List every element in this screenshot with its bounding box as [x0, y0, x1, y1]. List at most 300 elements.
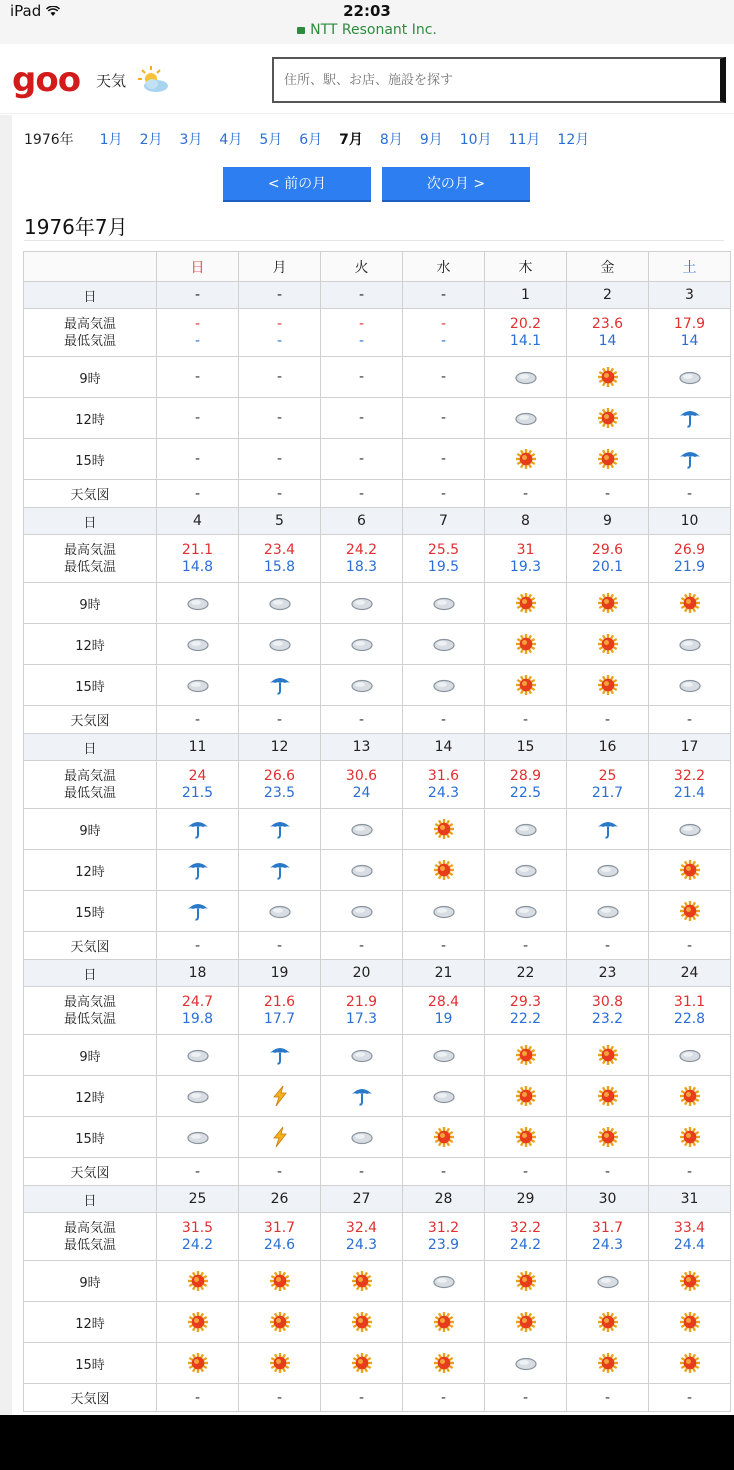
weather-cell	[485, 1076, 567, 1117]
weather-chart-cell	[649, 706, 731, 734]
weather-cell	[157, 1343, 239, 1384]
weather-cell	[321, 850, 403, 891]
row-label-h15: 15時	[24, 665, 157, 706]
weather-cell	[649, 1035, 731, 1076]
day-number-row	[24, 960, 731, 987]
no-data: -	[358, 410, 365, 426]
rain-icon	[595, 821, 621, 837]
weather-cell	[403, 583, 485, 624]
hour-12-row	[24, 624, 731, 665]
label-high-temp: 最高気温	[63, 542, 116, 558]
weather-cell	[567, 850, 649, 891]
weather-cell	[649, 1117, 731, 1158]
row-label-chart: 天気図	[24, 1384, 157, 1412]
low-temp: 24.3	[591, 1236, 624, 1253]
hour-15-row	[24, 1117, 731, 1158]
row-label-temperature	[24, 535, 157, 583]
sun-icon	[595, 1314, 621, 1330]
temperature-cell	[403, 1213, 485, 1261]
high-temp: 30.8	[591, 993, 624, 1010]
temperature-row	[24, 309, 731, 357]
temperature-cell	[567, 987, 649, 1035]
high-temp: 21.1	[181, 541, 214, 558]
hour-9-row	[24, 583, 731, 624]
weather-cell	[567, 809, 649, 850]
site-owner-label: NTT Resonant Inc.	[310, 22, 437, 38]
weather-cell	[567, 357, 649, 398]
weather-cell	[239, 398, 321, 439]
day-number-cell: 4	[157, 508, 239, 535]
weather-chart-cell	[239, 480, 321, 508]
title-divider	[24, 240, 724, 241]
month-link-11[interactable]: 11月	[508, 132, 541, 148]
sun-icon	[595, 410, 621, 426]
cloud-icon	[185, 636, 211, 652]
weather-chart-cell	[321, 480, 403, 508]
weather-chart-row	[24, 1158, 731, 1186]
high-temp: 24.2	[345, 541, 378, 558]
rain-icon	[185, 821, 211, 837]
weather-cell	[157, 357, 239, 398]
low-temp: 17.3	[345, 1010, 378, 1027]
cloud-icon	[431, 1088, 457, 1104]
weather-chart-cell	[649, 1384, 731, 1412]
weather-cell	[649, 1302, 731, 1343]
weather-cell	[321, 809, 403, 850]
low-temp: 23.9	[427, 1236, 460, 1253]
cloud-icon	[267, 595, 293, 611]
weather-chart-cell	[567, 480, 649, 508]
day-number-cell: 28	[403, 1186, 485, 1213]
row-label-h9: 9時	[24, 1035, 157, 1076]
no-data: -	[276, 711, 283, 728]
low-temp: 22.5	[509, 784, 542, 801]
weather-cell	[321, 891, 403, 932]
high-temp: 21.9	[345, 993, 378, 1010]
thunder-icon	[267, 1088, 293, 1104]
label-low-temp: 最低気温	[63, 1237, 116, 1253]
month-link-10[interactable]: 10月	[459, 132, 492, 148]
no-data: -	[440, 485, 447, 502]
weather-chart-cell	[649, 932, 731, 960]
weather-cell	[649, 1343, 731, 1384]
weather-cell	[157, 1117, 239, 1158]
no-data: -	[522, 1163, 529, 1180]
sun-icon	[513, 1129, 539, 1145]
day-number-cell: 23	[567, 960, 649, 987]
high-temp: 23.6	[591, 315, 624, 332]
temperature-cell	[485, 535, 567, 583]
no-data: -	[440, 711, 447, 728]
weather-cell	[485, 1302, 567, 1343]
high-temp: 17.9	[673, 315, 706, 332]
day-number-cell: 26	[239, 1186, 321, 1213]
cloud-icon	[431, 677, 457, 693]
no-data: -	[522, 711, 529, 728]
rain-icon	[677, 451, 703, 467]
low-temp: 24.4	[673, 1236, 706, 1253]
no-data: -	[686, 937, 693, 954]
sun-icon	[677, 1273, 703, 1289]
weather-cell	[403, 1302, 485, 1343]
day-number-cell: 8	[485, 508, 567, 535]
row-label-chart: 天気図	[24, 1158, 157, 1186]
weather-cell	[567, 1261, 649, 1302]
weather-cell	[649, 439, 731, 480]
cloud-icon	[431, 1047, 457, 1063]
cloud-icon	[431, 903, 457, 919]
no-data: -	[604, 711, 611, 728]
weather-cell	[157, 850, 239, 891]
weather-cell	[239, 850, 321, 891]
sun-icon	[677, 862, 703, 878]
weather-cell	[321, 1076, 403, 1117]
row-label-h12: 12時	[24, 1076, 157, 1117]
temperature-cell	[567, 761, 649, 809]
sun-icon	[595, 1047, 621, 1063]
weather-cell	[485, 1261, 567, 1302]
low-temp: 24.2	[509, 1236, 542, 1253]
weather-cell	[649, 583, 731, 624]
weather-chart-cell	[157, 706, 239, 734]
weekday-header: 日	[157, 252, 239, 282]
weather-chart-cell	[239, 1158, 321, 1186]
no-data: -	[276, 451, 283, 467]
weather-cell	[321, 1343, 403, 1384]
rain-icon	[185, 903, 211, 919]
weather-cell	[321, 357, 403, 398]
temperature-cell	[567, 309, 649, 357]
day-number-cell: 14	[403, 734, 485, 761]
temperature-cell	[567, 1213, 649, 1261]
cloud-icon	[349, 903, 375, 919]
day-number-cell: 21	[403, 960, 485, 987]
goo-logo[interactable]: goo	[12, 60, 81, 100]
sun-icon	[349, 1355, 375, 1371]
weather-cell	[485, 1343, 567, 1384]
weather-section-label[interactable]: 天気	[96, 72, 127, 90]
temperature-cell	[321, 309, 403, 357]
high-temp: 31.7	[591, 1219, 624, 1236]
sun-icon	[185, 1355, 211, 1371]
weather-cell	[239, 665, 321, 706]
sun-icon	[595, 1355, 621, 1371]
sun-icon	[595, 451, 621, 467]
sun-icon	[431, 862, 457, 878]
low-temp: -	[194, 332, 201, 349]
label-high-temp: 最高気温	[63, 1220, 116, 1236]
no-data: -	[194, 1389, 201, 1406]
sun-icon	[349, 1273, 375, 1289]
low-temp: -	[276, 332, 283, 349]
low-temp: 22.8	[673, 1010, 706, 1027]
cloud-icon	[267, 636, 293, 652]
weather-cell	[239, 624, 321, 665]
weather-cell	[485, 1117, 567, 1158]
low-temp: 24.2	[181, 1236, 214, 1253]
temperature-cell	[649, 1213, 731, 1261]
no-data: -	[276, 1163, 283, 1180]
no-data: -	[358, 451, 365, 467]
weather-cell	[649, 809, 731, 850]
sun-icon	[677, 1314, 703, 1330]
temperature-cell	[403, 535, 485, 583]
day-number-cell: 25	[157, 1186, 239, 1213]
cloud-icon	[349, 1129, 375, 1145]
day-number-cell: 9	[567, 508, 649, 535]
weather-cell	[403, 1035, 485, 1076]
weather-cell	[239, 1076, 321, 1117]
weather-cell	[157, 398, 239, 439]
weather-cell	[403, 1343, 485, 1384]
weather-cell	[567, 1035, 649, 1076]
sun-icon	[431, 821, 457, 837]
row-label-day: 日	[24, 1186, 157, 1213]
weather-cell	[485, 583, 567, 624]
month-link-5[interactable]: 5月	[259, 132, 283, 148]
high-temp: 32.4	[345, 1219, 378, 1236]
high-temp: -	[194, 315, 201, 332]
cloud-icon	[349, 677, 375, 693]
weather-cell	[485, 624, 567, 665]
month-link-7: 7月	[339, 132, 363, 148]
day-number-cell: 30	[567, 1186, 649, 1213]
day-number-cell: -	[321, 282, 403, 309]
no-data: -	[358, 485, 365, 502]
site-owner	[0, 22, 734, 38]
weather-cell	[403, 439, 485, 480]
cloud-icon	[349, 821, 375, 837]
high-temp: 29.3	[509, 993, 542, 1010]
weather-cell	[649, 665, 731, 706]
low-temp: 21.9	[673, 558, 706, 575]
row-label-h15: 15時	[24, 439, 157, 480]
label-low-temp: 最低気温	[63, 333, 116, 349]
row-label-chart: 天気図	[24, 480, 157, 508]
cloud-icon	[677, 369, 703, 385]
rain-icon	[677, 410, 703, 426]
row-label-chart: 天気図	[24, 706, 157, 734]
no-data: -	[194, 711, 201, 728]
sun-icon	[677, 1129, 703, 1145]
day-number-row	[24, 1186, 731, 1213]
no-data: -	[686, 485, 693, 502]
weather-cell	[157, 624, 239, 665]
temperature-cell	[485, 761, 567, 809]
cloud-icon	[349, 862, 375, 878]
high-temp: 31.5	[181, 1219, 214, 1236]
day-number-cell: -	[239, 282, 321, 309]
weather-cell	[485, 850, 567, 891]
day-number-cell: 31	[649, 1186, 731, 1213]
month-link-1[interactable]: 1月	[99, 132, 123, 148]
rain-icon	[267, 821, 293, 837]
cloud-icon	[513, 821, 539, 837]
temperature-cell	[239, 309, 321, 357]
high-temp: 20.2	[509, 315, 542, 332]
sun-icon	[431, 1129, 457, 1145]
weather-chart-cell	[567, 1384, 649, 1412]
no-data: -	[194, 1163, 201, 1180]
sun-icon	[677, 595, 703, 611]
weather-cell	[157, 665, 239, 706]
sun-icon	[431, 1355, 457, 1371]
no-data: -	[194, 451, 201, 467]
sun-icon	[595, 369, 621, 385]
cloud-icon	[513, 903, 539, 919]
no-data: -	[194, 937, 201, 954]
weather-cell	[649, 1076, 731, 1117]
weather-chart-cell	[485, 480, 567, 508]
temperature-cell	[321, 987, 403, 1035]
month-link-2[interactable]: 2月	[139, 132, 163, 148]
cloud-icon	[595, 1273, 621, 1289]
cloud-icon	[595, 862, 621, 878]
no-data: -	[440, 1389, 447, 1406]
temperature-cell	[157, 535, 239, 583]
weather-cell	[403, 665, 485, 706]
day-number-cell: 20	[321, 960, 403, 987]
weather-cell	[157, 891, 239, 932]
day-number-cell: 29	[485, 1186, 567, 1213]
device-name: iPad	[10, 2, 42, 20]
sun-icon	[595, 1088, 621, 1104]
day-number-cell: -	[157, 282, 239, 309]
site-header	[0, 44, 734, 114]
day-number-cell: 3	[649, 282, 731, 309]
temperature-cell	[239, 761, 321, 809]
row-label-h9: 9時	[24, 583, 157, 624]
low-temp: 14	[680, 332, 699, 349]
weather-cell	[485, 665, 567, 706]
row-label-temperature	[24, 309, 157, 357]
weather-cell	[157, 809, 239, 850]
cloud-icon	[431, 595, 457, 611]
weather-chart-cell	[567, 932, 649, 960]
search-box[interactable]	[272, 57, 726, 103]
low-temp: 14.1	[509, 332, 542, 349]
temperature-cell	[403, 987, 485, 1035]
high-temp: 33.4	[673, 1219, 706, 1236]
row-label-day: 日	[24, 734, 157, 761]
low-temp: -	[440, 332, 447, 349]
no-data: -	[686, 1163, 693, 1180]
sun-cloud-icon	[134, 64, 170, 94]
month-link-8[interactable]: 8月	[379, 132, 403, 148]
page-title: 1976年7月	[24, 215, 128, 239]
high-temp: 31.1	[673, 993, 706, 1010]
high-temp: -	[440, 315, 447, 332]
weather-cell	[321, 1261, 403, 1302]
weather-cell	[403, 1117, 485, 1158]
weather-cell	[239, 809, 321, 850]
prev-month-button[interactable]: < 前の月	[223, 167, 371, 202]
weather-chart-cell	[157, 480, 239, 508]
low-temp: 24	[352, 784, 371, 801]
day-number-row	[24, 282, 731, 309]
temperature-cell	[239, 535, 321, 583]
temperature-cell	[157, 1213, 239, 1261]
month-link-4[interactable]: 4月	[219, 132, 243, 148]
no-data: -	[440, 1163, 447, 1180]
weather-cell	[157, 1076, 239, 1117]
weather-cell	[157, 583, 239, 624]
day-number-cell: 22	[485, 960, 567, 987]
weather-cell	[239, 1117, 321, 1158]
month-link-3[interactable]: 3月	[179, 132, 203, 148]
no-data: -	[522, 485, 529, 502]
month-link-12[interactable]: 12月	[557, 132, 590, 148]
weather-cell	[321, 439, 403, 480]
row-label-h9: 9時	[24, 809, 157, 850]
row-label-h12: 12時	[24, 624, 157, 665]
label-low-temp: 最低気温	[63, 559, 116, 575]
row-label-chart: 天気図	[24, 932, 157, 960]
weather-cell	[321, 624, 403, 665]
weather-cell	[239, 1261, 321, 1302]
high-temp: 31	[516, 541, 535, 558]
row-label-h15: 15時	[24, 1343, 157, 1384]
sun-icon	[267, 1355, 293, 1371]
sun-icon	[677, 1088, 703, 1104]
day-number-cell: 5	[239, 508, 321, 535]
weather-chart-cell	[485, 1384, 567, 1412]
day-number-cell: 17	[649, 734, 731, 761]
weather-cell	[567, 1302, 649, 1343]
sun-icon	[595, 595, 621, 611]
row-label-h12: 12時	[24, 398, 157, 439]
row-label-temperature	[24, 1213, 157, 1261]
high-temp: 25.5	[427, 541, 460, 558]
sun-icon	[513, 1273, 539, 1289]
cloud-icon	[349, 1047, 375, 1063]
weather-cell	[239, 583, 321, 624]
sun-icon	[595, 1129, 621, 1145]
temperature-cell	[239, 1213, 321, 1261]
weather-cell	[239, 1035, 321, 1076]
lock-icon	[297, 27, 305, 34]
hour-15-row	[24, 1343, 731, 1384]
weather-chart-cell	[485, 1158, 567, 1186]
header-corner-cell	[24, 252, 157, 282]
row-label-temperature	[24, 987, 157, 1035]
low-temp: 17.7	[263, 1010, 296, 1027]
day-number-cell: 16	[567, 734, 649, 761]
month-link-6[interactable]: 6月	[299, 132, 323, 148]
weather-chart-row	[24, 932, 731, 960]
low-temp: 19	[434, 1010, 453, 1027]
weather-cell	[567, 398, 649, 439]
weather-chart-cell	[403, 1158, 485, 1186]
month-link-9[interactable]: 9月	[419, 132, 443, 148]
weather-chart-cell	[649, 1158, 731, 1186]
low-temp: 19.5	[427, 558, 460, 575]
cloud-icon	[677, 636, 703, 652]
weather-chart-cell	[321, 932, 403, 960]
search-input[interactable]	[274, 59, 720, 101]
high-temp: 24.7	[181, 993, 214, 1010]
sun-icon	[513, 636, 539, 652]
row-label-h12: 12時	[24, 1302, 157, 1343]
next-month-button[interactable]: 次の月 >	[382, 167, 530, 202]
sun-icon	[185, 1273, 211, 1289]
no-data: -	[440, 410, 447, 426]
weather-cell	[321, 1035, 403, 1076]
high-temp: 26.9	[673, 541, 706, 558]
sun-icon	[513, 677, 539, 693]
weather-cell	[239, 891, 321, 932]
day-number-cell: 1	[485, 282, 567, 309]
